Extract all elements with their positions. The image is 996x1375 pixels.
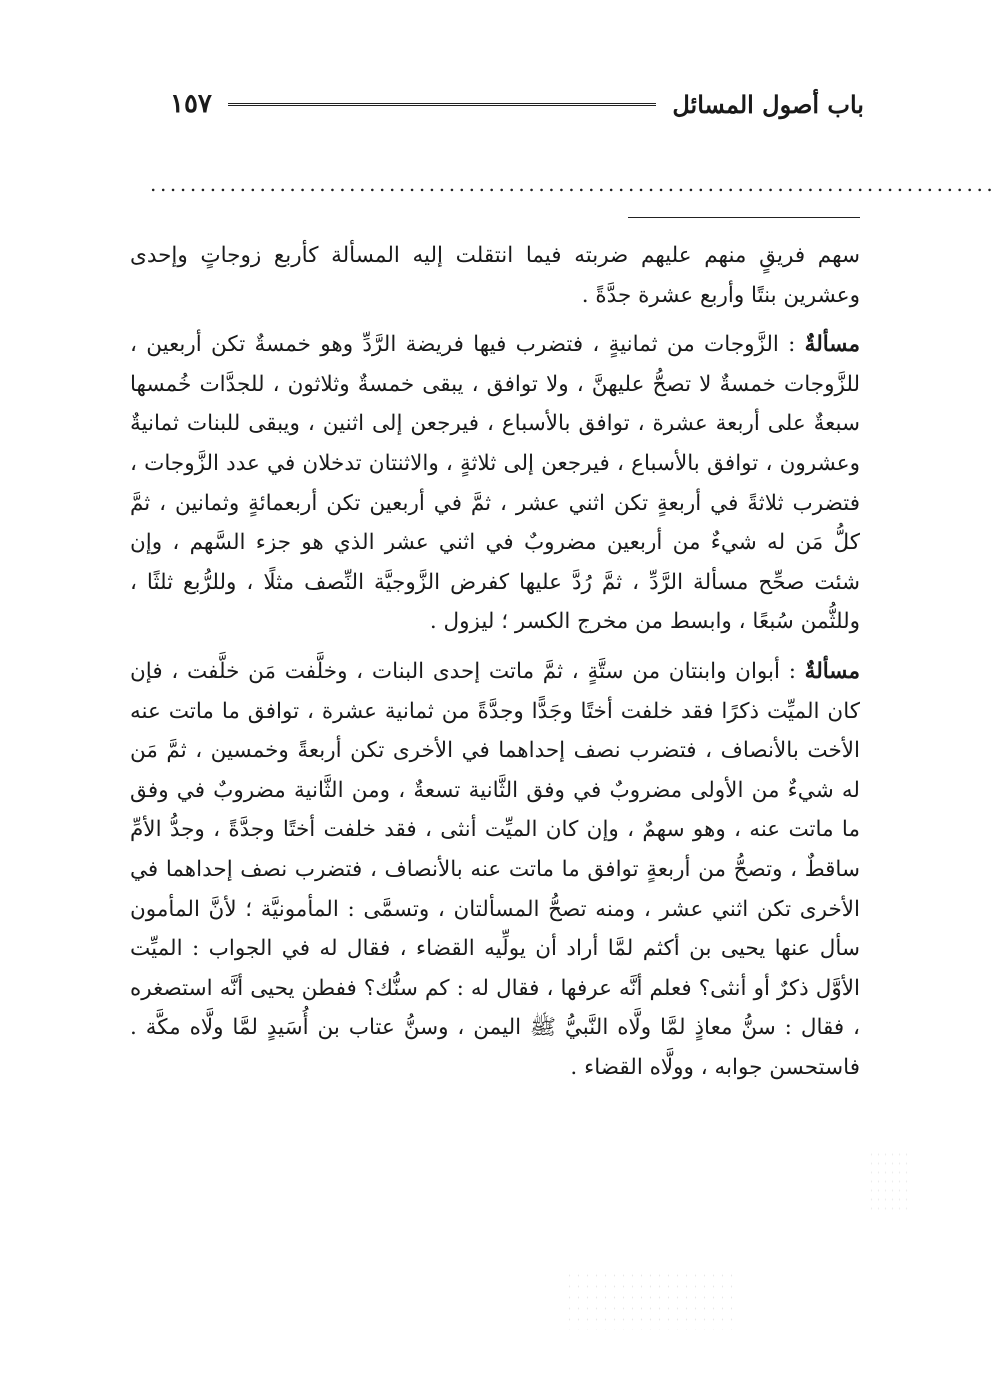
paragraph-3 xyxy=(130,652,860,1088)
scan-speckle xyxy=(565,1270,735,1330)
body-text xyxy=(130,236,860,1097)
issue-label: مسألةٌ xyxy=(804,332,860,358)
footnote-rule xyxy=(628,217,860,218)
running-title: باب أصول المسائل xyxy=(672,89,864,119)
paragraph-text: سهم فريقٍ منهم عليهم ضربته فيما انتقلت إليه المسألة كأربع زوجاتٍ وإحدى وعشرين بنتًا وأربع عشرة جدَّةً . xyxy=(130,243,860,308)
page-header xyxy=(170,86,864,122)
paragraph-1 xyxy=(130,236,860,315)
paragraph-text: : أبوان وابنتان من ستَّةٍ ، ثمَّ ماتت إحدى البنات ، وخلَّفت مَن خلَّفت ، فإن كان الميِّت ذكرًا فقد خلفت أختًا وجَدًّا وجدَّةً من ثمانية عشرة ، توافق ما ماتت عنه الأخت بالأنصاف ، فتضرب نصف إحداهما في الأخرى تكن أربعةً وخمسين ، ثمَّ مَن له شيءٌ من الأولى مضروبٌ في وفق الثَّانية تسعةٌ ، ومن الثَّانية مضروبٌ في وفق ما ماتت عنه ، وهو سهمٌ ، وإن كان الميِّت أنثى ، فقد خلفت أختًا وجدَّةً ، وجدُّ الأمِّ ساقطٌ ، وتصحُّ من أربعةٍ توافق ما ماتت عنه بالأنصاف ، فتضرب نصف إحداهما في الأخرى تكن اثني عشر ، ومنه تصحُّ المسألتان ، وتسمَّى : المأمونيَّة ؛ لأنَّ المأمون سأل عنها يحيى بن أكثم لمَّا أراد أن يولِّيه القضاء ، فقال له في الجواب : الميِّت الأوَّل ذكرٌ أو أنثى؟ فعلم أنَّه عرفها ، فقال له : كم سنُّك؟ ففطن يحيى أنَّه استصغره ، فقال : سنُّ معاذٍ لمَّا ولَّاه النَّبيُّ ﷺ اليمن ، وسنُّ عتاب بن أُسَيدٍ لمَّا ولَّاه مكَّة . فاستحسن جوابه ، وولَّاه القضاء . xyxy=(130,658,860,1080)
paragraph-text: : الزَّوجات من ثمانيةٍ ، فتضرب فيها فريضة الرَّدِّ وهو خمسةٌ تكن أربعين ، للزَّوجات خمسةٌ لا تصحُّ عليهنَّ ، ولا توافق ، يبقى خمسةٌ وثلاثون ، للجدَّات خُمسها سبعةٌ على أربعة عشرة ، توافق بالأسباع ، فيرجعن إلى اثنين ، ويبقى للبنات ثمانيةٌ وعشرون ، توافق بالأسباع ، فيرجعن إلى ثلاثةٍ ، والاثنتان تدخلان في عدد الزَّوجات ، فتضرب ثلاثةً في أربعةٍ تكن اثني عشر ، ثمَّ في أربعين تكن أربعمائةٍ وثمانين ، ثمَّ كلُّ مَن له شيءٌ من أربعين مضروبٌ في اثني عشر الذي هو جزء السَّهم ، وإن شئت صحِّح مسألة الرَّدِّ ، ثمَّ رُدَّ عليها كفرض الزَّوجيَّة النِّصف مثلًا ، وللرُّبع ثلثًا ، وللثُّمن سُبعًا ، وابسط من مخرج الكسر ؛ ليزول . xyxy=(130,332,860,635)
header-rule xyxy=(228,103,656,106)
scan-speckle xyxy=(868,1150,908,1210)
issue-label: مسألةٌ xyxy=(804,658,860,684)
page-number: ١٥٧ xyxy=(170,89,212,119)
dotted-separator: ..................................................................................... xyxy=(150,172,996,196)
paragraph-2 xyxy=(130,325,860,642)
